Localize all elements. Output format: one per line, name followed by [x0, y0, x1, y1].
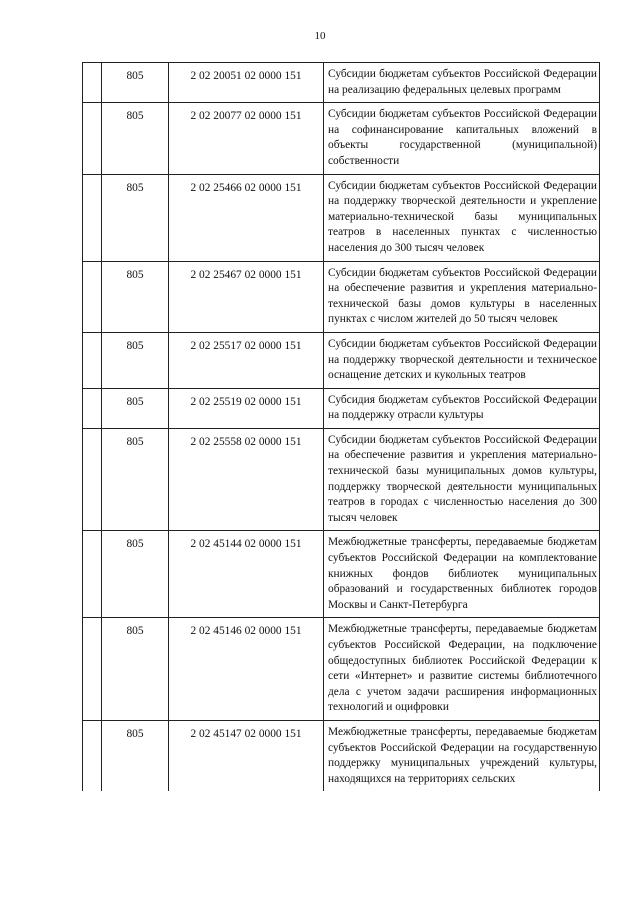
description-cell: Субсидии бюджетам субъектов Российской Федерации на обеспечение развития и укрепления материально-технической базы муниципальных домов культуры, поддержку творческой деятельности муниципальных театров в городах с численностью населения до 300 тысяч человек	[324, 428, 600, 531]
table-row	[83, 63, 600, 103]
budget-code-cell: 2 02 45146 02 0000 151	[169, 618, 324, 721]
table-row	[83, 388, 600, 428]
blank-cell	[83, 261, 102, 332]
budget-code-cell: 2 02 25466 02 0000 151	[169, 174, 324, 261]
description-cell: Субсидия бюджетам субъектов Российской Федерации на поддержку отрасли культуры	[324, 388, 600, 428]
description-cell: Субсидии бюджетам субъектов Российской Федерации на реализацию федеральных целевых программ	[324, 63, 600, 103]
budget-code-cell: 2 02 45144 02 0000 151	[169, 531, 324, 618]
page-number: 10	[314, 30, 326, 42]
budget-code-cell: 2 02 25519 02 0000 151	[169, 388, 324, 428]
admin-code-cell: 805	[102, 63, 169, 103]
blank-cell	[83, 618, 102, 721]
blank-cell	[83, 720, 102, 791]
table-row	[83, 332, 600, 388]
description-cell: Межбюджетные трансферты, передаваемые бюджетам субъектов Российской Федерации на государственную поддержку муниципальных учреждений культуры, находящихся на территориях сельских	[324, 720, 600, 791]
budget-code-cell: 2 02 25558 02 0000 151	[169, 428, 324, 531]
description-cell: Межбюджетные трансферты, передаваемые бюджетам субъектов Российской Федерации, на подключение общедоступных библиотек Российской Федерации к сети «Интернет» и развитие системы библиотечного дела с учетом задачи расширения информационных технологий и оцифровки	[324, 618, 600, 721]
table-row	[83, 261, 600, 332]
blank-cell	[83, 428, 102, 531]
budget-code-cell: 2 02 20077 02 0000 151	[169, 103, 324, 174]
blank-cell	[83, 332, 102, 388]
table-row	[83, 174, 600, 261]
table-row	[83, 531, 600, 618]
blank-cell	[83, 388, 102, 428]
description-cell: Субсидии бюджетам субъектов Российской Федерации на поддержку творческой деятельности и техническое оснащение детских и кукольных театров	[324, 332, 600, 388]
admin-code-cell: 805	[102, 388, 169, 428]
description-cell: Межбюджетные трансферты, передаваемые бюджетам субъектов Российской Федерации на комплектование книжных фондов библиотек муниципальных образований и государственных библиотек городов Москвы и Санкт-Петербурга	[324, 531, 600, 618]
description-cell: Субсидии бюджетам субъектов Российской Федерации на софинансирование капитальных вложений в объекты государственной (муниципальной) собственности	[324, 103, 600, 174]
budget-code-cell: 2 02 25517 02 0000 151	[169, 332, 324, 388]
table-row	[83, 720, 600, 791]
table-row	[83, 103, 600, 174]
description-cell: Субсидии бюджетам субъектов Российской Федерации на поддержку творческой деятельности и укрепление материально-технической базы муниципальных театров в населенных пунктах с численностью населения до 300 тысяч человек	[324, 174, 600, 261]
table-row	[83, 618, 600, 721]
admin-code-cell: 805	[102, 174, 169, 261]
blank-cell	[83, 531, 102, 618]
budget-code-cell: 2 02 25467 02 0000 151	[169, 261, 324, 332]
admin-code-cell: 805	[102, 261, 169, 332]
admin-code-cell: 805	[102, 103, 169, 174]
blank-cell	[83, 174, 102, 261]
blank-cell	[83, 103, 102, 174]
blank-cell	[83, 63, 102, 103]
admin-code-cell: 805	[102, 428, 169, 531]
admin-code-cell: 805	[102, 720, 169, 791]
description-cell: Субсидии бюджетам субъектов Российской Федерации на обеспечение развития и укрепления материально-технической базы домов культуры в населенных пунктах с числом жителей до 50 тысяч человек	[324, 261, 600, 332]
budget-code-cell: 2 02 45147 02 0000 151	[169, 720, 324, 791]
admin-code-cell: 805	[102, 332, 169, 388]
budget-revenue-table	[82, 62, 600, 791]
budget-code-cell: 2 02 20051 02 0000 151	[169, 63, 324, 103]
table-row	[83, 428, 600, 531]
admin-code-cell: 805	[102, 531, 169, 618]
admin-code-cell: 805	[102, 618, 169, 721]
